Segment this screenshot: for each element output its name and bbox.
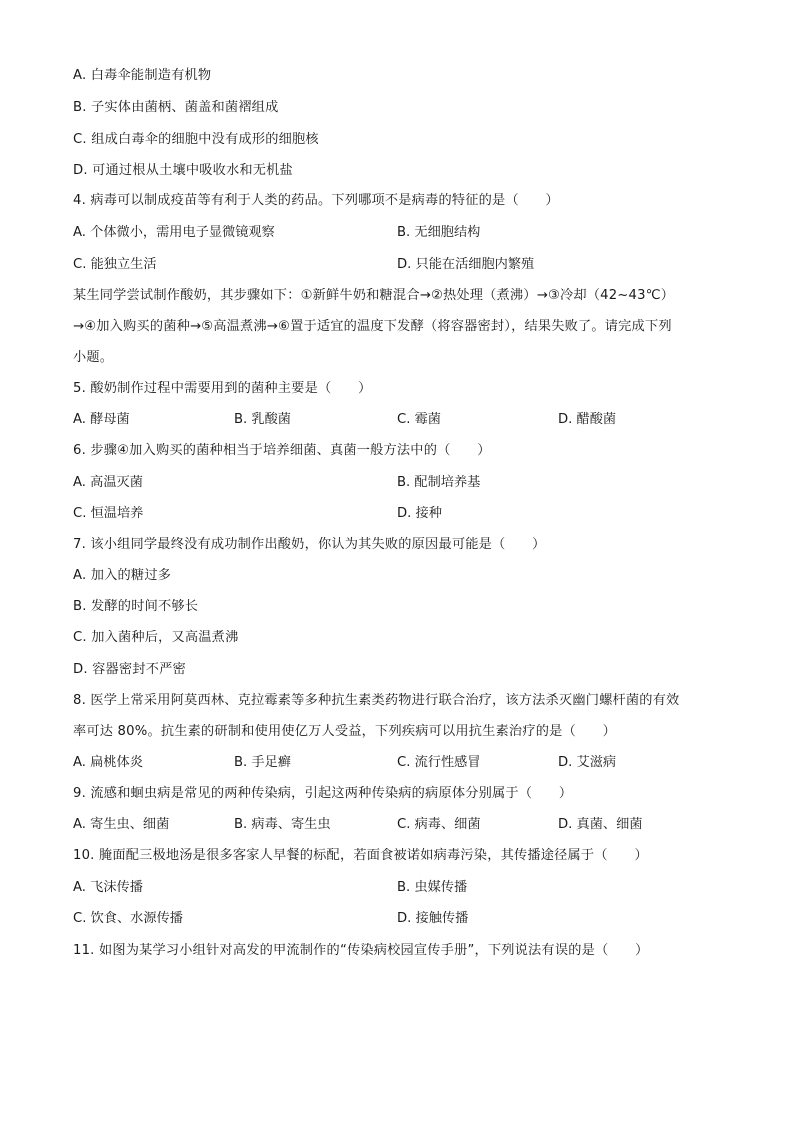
q8-option-c: C. 流行性感冒 bbox=[397, 755, 481, 770]
question-5: 5. 酸奶制作过程中需要用到的菌种主要是（ ） bbox=[73, 381, 372, 396]
option-d: D. 可通过根从土壤中吸收水和无机盐 bbox=[73, 163, 293, 178]
question-8-line-2: 率可达 80%。抗生素的研制和使用使亿万人受益，下列疾病可以用抗生素治疗的是（ ） bbox=[73, 724, 617, 739]
question-4: 4. 病毒可以制成疫苗等有利于人类的药品。下列哪项不是病毒的特征的是（ ） bbox=[73, 193, 559, 208]
q8-option-b: B. 手足癣 bbox=[234, 755, 291, 770]
passage-line-2: →④加入购买的菌种→⑤高温煮沸→⑥置于适宜的温度下发酵（将容器密封），结果失败了。请完成下列 bbox=[73, 319, 672, 334]
q9-option-a: A. 寄生虫、细菌 bbox=[73, 817, 170, 832]
question-8-options bbox=[73, 754, 733, 772]
question-10-options-row1 bbox=[73, 879, 733, 897]
q7-option-b: B. 发酵的时间不够长 bbox=[73, 599, 199, 614]
q4-option-a: A. 个体微小，需用电子显微镜观察 bbox=[73, 225, 275, 240]
question-4-options-row1 bbox=[73, 224, 733, 242]
q9-option-c: C. 病毒、细菌 bbox=[397, 817, 481, 832]
q5-option-b: B. 乳酸菌 bbox=[234, 412, 291, 427]
q9-option-b: B. 病毒、寄生虫 bbox=[234, 817, 331, 832]
q8-option-a: A. 扁桃体炎 bbox=[73, 755, 143, 770]
question-6-options-row1 bbox=[73, 474, 733, 492]
passage-line-3: 小题。 bbox=[73, 350, 114, 365]
q4-option-b: B. 无细胞结构 bbox=[397, 225, 481, 240]
q10-option-d: D. 接触传播 bbox=[397, 911, 469, 926]
q5-option-d: D. 醋酸菌 bbox=[558, 412, 617, 427]
question-11: 11. 如图为某学习小组针对高发的甲流制作的“传染病校园宣传手册”，下列说法有误的是（ ） bbox=[73, 943, 649, 958]
question-9-options bbox=[73, 816, 733, 834]
q10-option-a: A. 飞沫传播 bbox=[73, 880, 143, 895]
question-10: 10. 腌面配三极地汤是很多客家人早餐的标配，若面食被诺如病毒污染，其传播途径属于（ ） bbox=[73, 848, 648, 863]
q5-option-a: A. 酵母菌 bbox=[73, 412, 130, 427]
q10-option-b: B. 虫媒传播 bbox=[397, 880, 468, 895]
q10-option-c: C. 饮食、水源传播 bbox=[73, 911, 183, 926]
question-10-options-row2 bbox=[73, 910, 733, 928]
q4-option-c: C. 能独立生活 bbox=[73, 257, 157, 272]
q6-option-d: D. 接种 bbox=[397, 506, 442, 521]
option-b: B. 子实体由菌柄、菌盖和菌褶组成 bbox=[73, 100, 279, 115]
q7-option-d: D. 容器密封不严密 bbox=[73, 662, 186, 677]
q6-option-b: B. 配制培养基 bbox=[397, 475, 481, 490]
question-4-options-row2 bbox=[73, 256, 733, 274]
q6-option-c: C. 恒温培养 bbox=[73, 506, 144, 521]
q4-option-d: D. 只能在活细胞内繁殖 bbox=[397, 257, 535, 272]
option-c: C. 组成白毒伞的细胞中没有成形的细胞核 bbox=[73, 132, 319, 147]
option-a: A. 白毒伞能制造有机物 bbox=[73, 68, 212, 83]
question-6-options-row2 bbox=[73, 505, 733, 523]
question-6: 6. 步骤④加入购买的菌种相当于培养细菌、真菌一般方法中的（ ） bbox=[73, 443, 491, 458]
q6-option-a: A. 高温灭菌 bbox=[73, 475, 143, 490]
q7-option-c: C. 加入菌种后，又高温煮沸 bbox=[73, 630, 239, 645]
question-5-options bbox=[73, 411, 733, 429]
question-8-line-1: 8. 医学上常采用阿莫西林、克拉霉素等多种抗生素类药物进行联合治疗，该方法杀灭幽门螺杆菌的有效 bbox=[73, 693, 680, 708]
q9-option-d: D. 真菌、细菌 bbox=[558, 817, 643, 832]
q5-option-c: C. 霉菌 bbox=[397, 412, 441, 427]
passage-line-1: 某生同学尝试制作酸奶，其步骤如下：①新鲜牛奶和糖混合→②热处理（煮沸）→③冷却（42~43℃） bbox=[73, 288, 675, 303]
question-9: 9. 流感和蛔虫病是常见的两种传染病，引起这两种传染病的病原体分别属于（ ） bbox=[73, 786, 573, 801]
q8-option-d: D. 艾滋病 bbox=[558, 755, 617, 770]
q7-option-a: A. 加入的糖过多 bbox=[73, 568, 172, 583]
question-7: 7. 该小组同学最终没有成功制作出酸奶，你认为其失败的原因最可能是（ ） bbox=[73, 537, 546, 552]
